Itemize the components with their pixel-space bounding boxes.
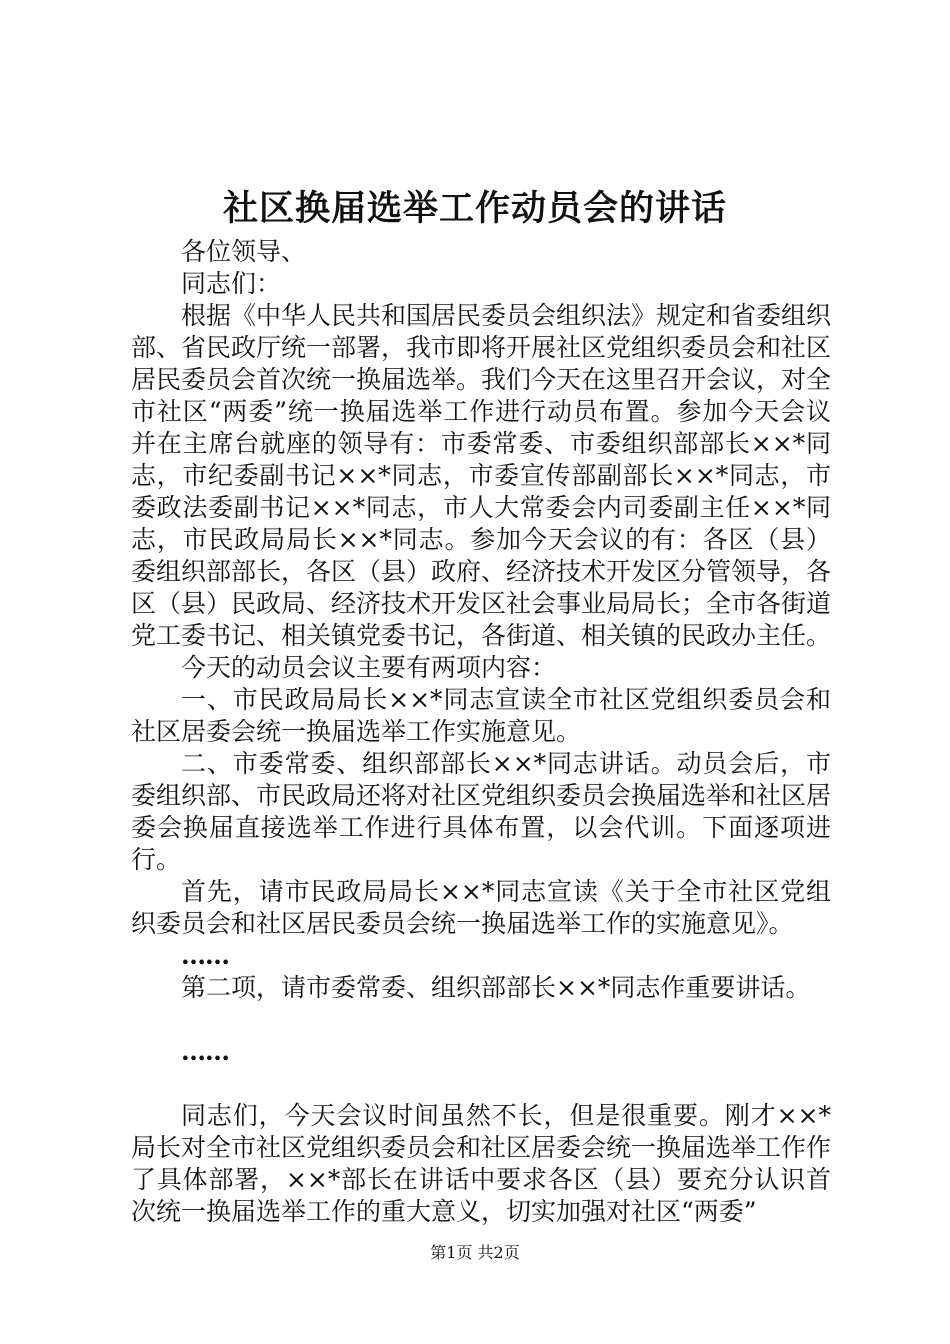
- paragraph-closing: 同志们，今天会议时间虽然不长，但是很重要。刚才××*局长对全市社区党组织委员会和社区居委会统一换届选举工作作了具体部署，××*部长在讲话中要求各区（县）要充分认识首次统一换届选举工作的重大意义，切实加强对社区“两委”: [131, 1101, 832, 1226]
- blank-line: [131, 1068, 831, 1100]
- paragraph-first-item: 首先，请市民政局局长××*同志宣读《关于全市社区党组织委员会和社区居民委员会统一换届选举工作的实施意见》。: [131, 877, 831, 938]
- document-title: 社区换届选举工作动员会的讲话: [222, 188, 727, 229]
- blank-line: [131, 1004, 831, 1036]
- ellipsis-2: ……: [181, 1037, 229, 1066]
- paragraph-agenda-item-2: 二、市委常委、组织部部长××*同志讲话。动员会后，市委组织部、市民政局还将对社区党组织委员会换届选举和社区居委会换届直接选举工作进行具体布置，以会代训。下面逐项进行。: [131, 749, 832, 874]
- paragraph-agenda-item-1: 一、市民政局局长××*同志宣读全市社区党组织委员会和社区居委会统一换届选举工作实施意见。: [131, 685, 831, 746]
- paragraph-opening: 根据《中华人民共和国居民委员会组织法》规定和省委组织部、省民政厅统一部署，我市即将开展社区党组织委员会和社区居民委员会首次统一换届选举。我们今天在这里召开会议，对全市社区“两委”统一换届选举工作进行动员布置。参加今天会议并在主席台就座的领导有：市委常委、市委组织部部长××*同志，市纪委副书记××*同志，市委宣传部副部长××*同志，市委政法委副书记××*同志，市人大常委会内司委副主任××*同志，市民政局局长××*同志。参加今天会议的有：各区（县）委组织部部长，各区（县）政府、经济技术开发区分管领导，各区（县）民政局、经济技术开发区社会事业局局长；全市各街道党工委书记、相关镇党委书记，各街道、相关镇的民政办主任。: [131, 301, 832, 650]
- document-body: [131, 236, 831, 1228]
- salutation-comrades: 同志们：: [181, 269, 282, 298]
- paragraph-agenda-intro: 今天的动员会议主要有两项内容：: [181, 653, 557, 682]
- paragraph-second-item: 第二项，请市委常委、组织部部长××*同志作重要讲话。: [181, 973, 811, 1002]
- ellipsis-1: ……: [181, 941, 229, 970]
- page-number: 第1页 共2页: [430, 1243, 520, 1262]
- salutation-leaders: 各位领导、: [181, 237, 307, 266]
